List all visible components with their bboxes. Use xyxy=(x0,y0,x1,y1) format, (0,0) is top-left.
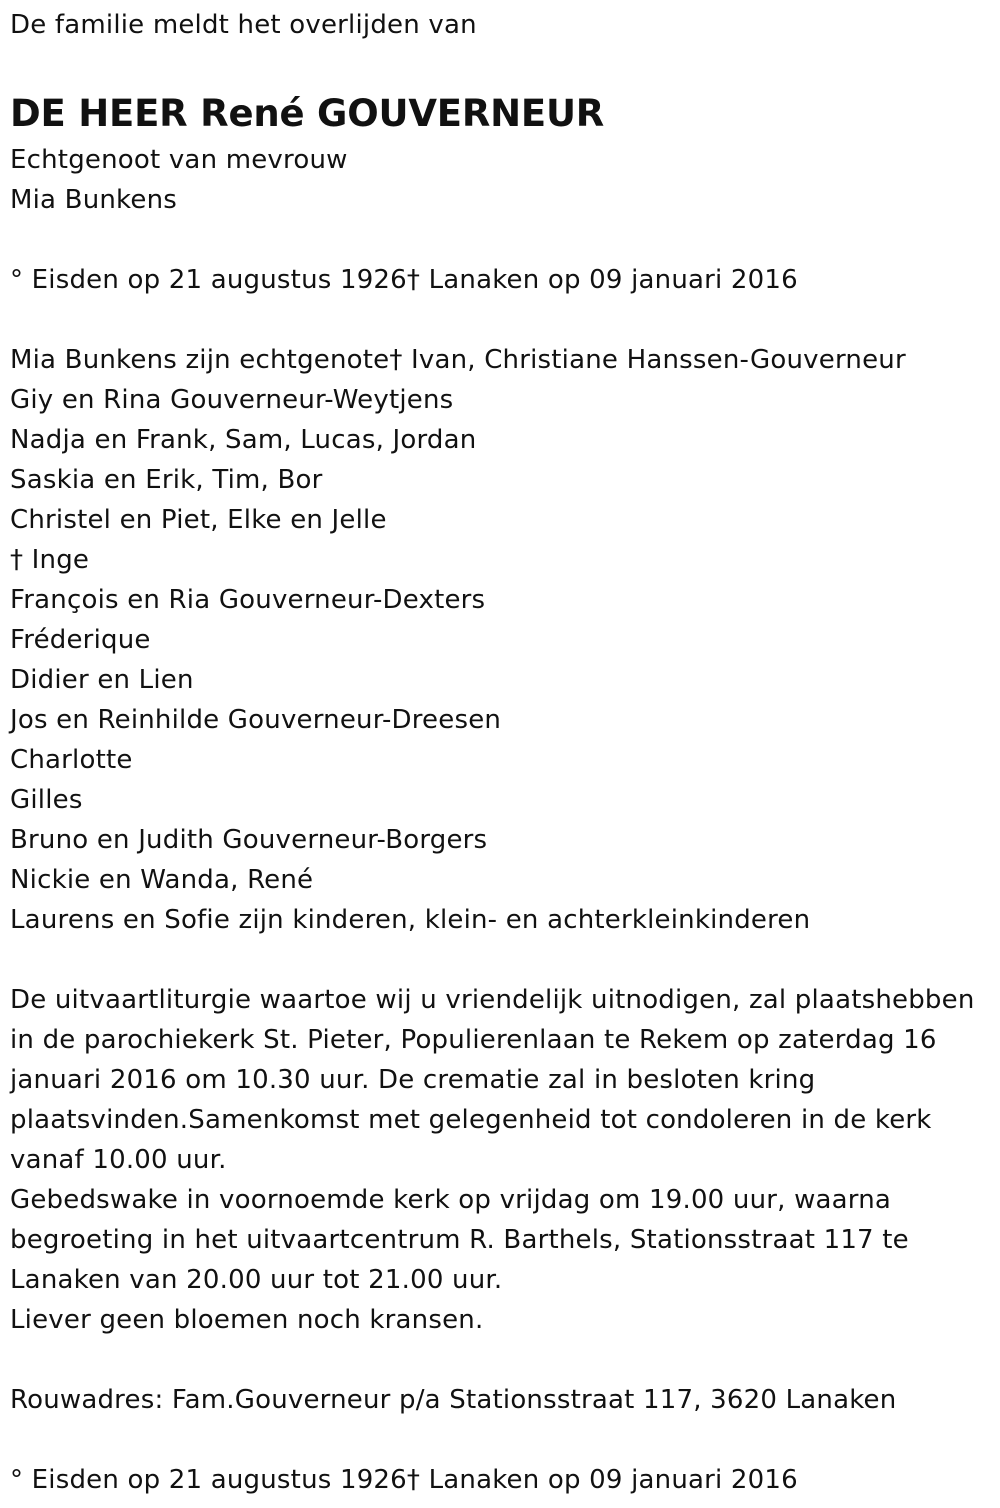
family-line: Saskia en Erik, Tim, Bor xyxy=(10,465,323,495)
family-list xyxy=(10,340,990,940)
spacer xyxy=(10,1420,990,1460)
funeral-line: januari 2016 om 10.30 uur. De crematie zal in besloten kring xyxy=(10,1065,816,1095)
funeral-line: Gebedswake in voornoemde kerk op vrijdag om 19.00 uur, waarna xyxy=(10,1185,892,1215)
family-line: Mia Bunkens zijn echtgenote† Ivan, Christiane Hanssen-Gouverneur xyxy=(10,345,906,375)
spouse-title: Echtgenoot van mevrouw xyxy=(10,145,348,175)
funeral-line: Lanaken van 20.00 uur tot 21.00 uur. xyxy=(10,1265,503,1295)
family-line: Didier en Lien xyxy=(10,665,194,695)
mourning-address: Rouwadres: Fam.Gouverneur p/a Stationsstraat 117, 3620 Lanaken xyxy=(10,1385,897,1415)
family-line: Giy en Rina Gouverneur-Weytjens xyxy=(10,385,454,415)
family-line: François en Ria Gouverneur-Dexters xyxy=(10,585,486,615)
family-line: Nadja en Frank, Sam, Lucas, Jordan xyxy=(10,425,477,455)
spouse-name: Mia Bunkens xyxy=(10,185,177,215)
family-line: † Inge xyxy=(10,545,90,575)
funeral-details xyxy=(10,980,995,1340)
funeral-line: vanaf 10.00 uur. xyxy=(10,1145,227,1175)
funeral-line: plaatsvinden.Samenkomst met gelegenheid tot condoleren in de kerk xyxy=(10,1105,932,1135)
family-line: Nickie en Wanda, René xyxy=(10,865,314,895)
deceased-name: DE HEER René GOUVERNEUR xyxy=(10,92,605,135)
funeral-line: begroeting in het uitvaartcentrum R. Barthels, Stationsstraat 117 te xyxy=(10,1225,909,1255)
funeral-line: De uitvaartliturgie waartoe wij u vriendelijk uitnodigen, zal plaatshebben xyxy=(10,985,975,1015)
spacer xyxy=(10,300,990,340)
family-line: Bruno en Judith Gouverneur-Borgers xyxy=(10,825,488,855)
family-line: Laurens en Sofie zijn kinderen, klein- en achterkleinkinderen xyxy=(10,905,811,935)
spacer xyxy=(10,940,990,980)
family-line: Fréderique xyxy=(10,625,151,655)
spacer xyxy=(10,1340,990,1380)
intro-text: De familie meldt het overlijden van xyxy=(10,10,477,40)
family-line: Charlotte xyxy=(10,745,133,775)
spacer xyxy=(10,220,990,260)
family-line: Gilles xyxy=(10,785,83,815)
birth-death-dates-footer: ° Eisden op 21 augustus 1926† Lanaken op 09 januari 2016 xyxy=(10,1465,798,1495)
birth-death-dates: ° Eisden op 21 augustus 1926† Lanaken op 09 januari 2016 xyxy=(10,265,798,295)
funeral-line: Liever geen bloemen noch kransen. xyxy=(10,1305,484,1335)
family-line: Jos en Reinhilde Gouverneur-Dreesen xyxy=(10,705,502,735)
funeral-line: in de parochiekerk St. Pieter, Populierenlaan te Rekem op zaterdag 16 xyxy=(10,1025,937,1055)
family-line: Christel en Piet, Elke en Jelle xyxy=(10,505,387,535)
death-notice xyxy=(10,0,990,1500)
